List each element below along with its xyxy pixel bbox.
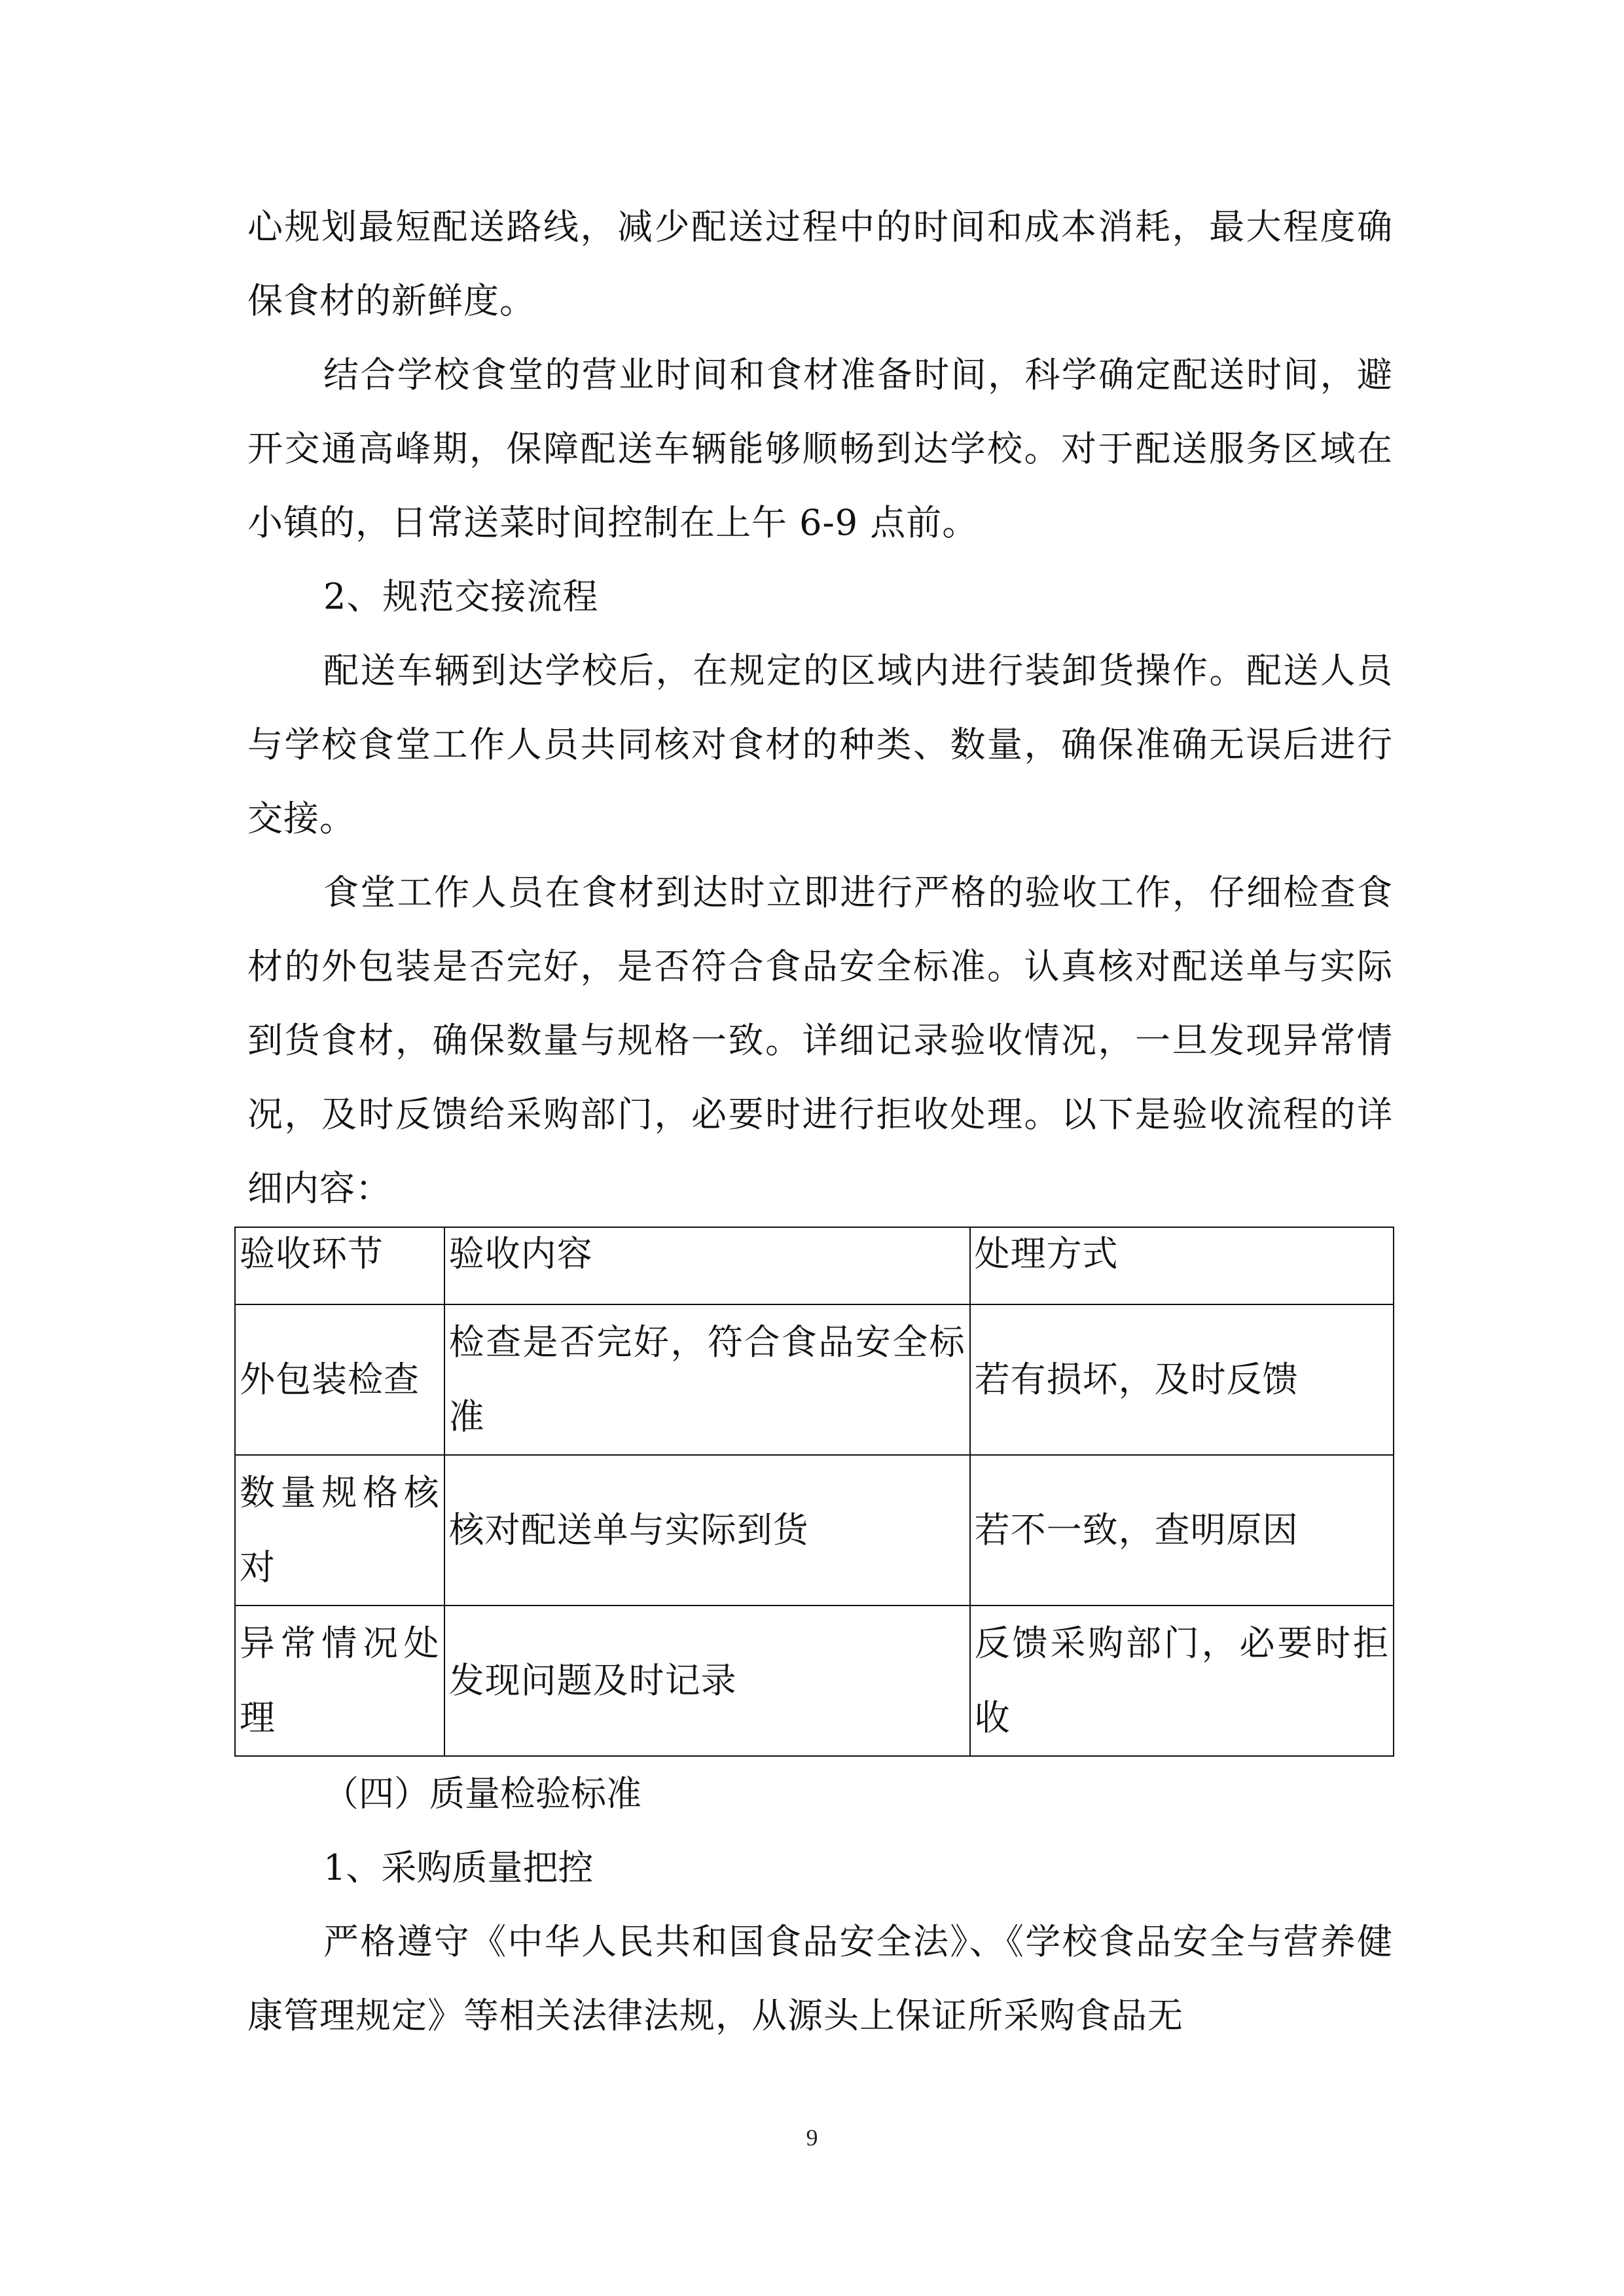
acceptance-table	[234, 1227, 1394, 1757]
table-header-row	[235, 1227, 1394, 1304]
table-cell: 检查是否完好，符合食品安全标准	[444, 1304, 970, 1455]
table-cell: 核对配送单与实际到货	[444, 1455, 970, 1605]
page-content	[240, 190, 1393, 2053]
table-row	[235, 1605, 1394, 1756]
table-cell: 发现问题及时记录	[444, 1605, 970, 1756]
paragraph-acceptance: 食堂工作人员在食材到达时立即进行严格的验收工作，仔细检查食材的外包装是否完好，是否符合食品安全标准。认真核对配送单与实际到货食材，确保数量与规格一致。详细记录验收情况，一旦发现异常情况，及时反馈给采购部门，必要时进行拒收处理。以下是验收流程的详细内容：	[247, 872, 1393, 1209]
table-cell: 反馈采购部门，必要时拒收	[970, 1605, 1394, 1756]
table-cell: 若有损坏，及时反馈	[970, 1304, 1394, 1455]
table-row	[235, 1455, 1394, 1605]
page-number: 9	[806, 2125, 818, 2151]
table-cell: 外包装检查	[235, 1304, 444, 1455]
paragraph-legal-compliance: 严格遵守《中华人民共和国食品安全法》、《学校食品安全与营养健康管理规定》等相关法律法规，从源头上保证所采购食品无	[247, 1921, 1393, 2036]
paragraph-route-planning: 心规划最短配送路线，减少配送过程中的时间和成本消耗，最大程度确保食材的新鲜度。	[247, 206, 1393, 321]
table-cell: 异常情况处理	[235, 1605, 444, 1756]
table-cell: 数量规格核对	[235, 1455, 444, 1605]
heading-handover-process: 2、规范交接流程	[323, 576, 599, 617]
paragraph-handover: 配送车辆到达学校后，在规定的区域内进行装卸货操作。配送人员与学校食堂工作人员共同核对食材的种类、数量，确保准确无误后进行交接。	[247, 650, 1393, 839]
table-header-cell: 验收环节	[235, 1227, 444, 1304]
section-heading-quality-standards: （四）质量检验标准	[323, 1773, 641, 1814]
table-header-cell: 处理方式	[970, 1227, 1394, 1304]
table-row	[235, 1304, 1394, 1455]
table-header-cell: 验收内容	[444, 1227, 970, 1304]
paragraph-delivery-time: 结合学校食堂的营业时间和食材准备时间，科学确定配送时间，避开交通高峰期，保障配送车辆能够顺畅到达学校。对于配送服务区域在小镇的，日常送菜时间控制在上午 6-9 点前。	[247, 354, 1393, 543]
table-cell: 若不一致，查明原因	[970, 1455, 1394, 1605]
sub-heading-procurement-quality: 1、采购质量把控	[323, 1847, 594, 1888]
